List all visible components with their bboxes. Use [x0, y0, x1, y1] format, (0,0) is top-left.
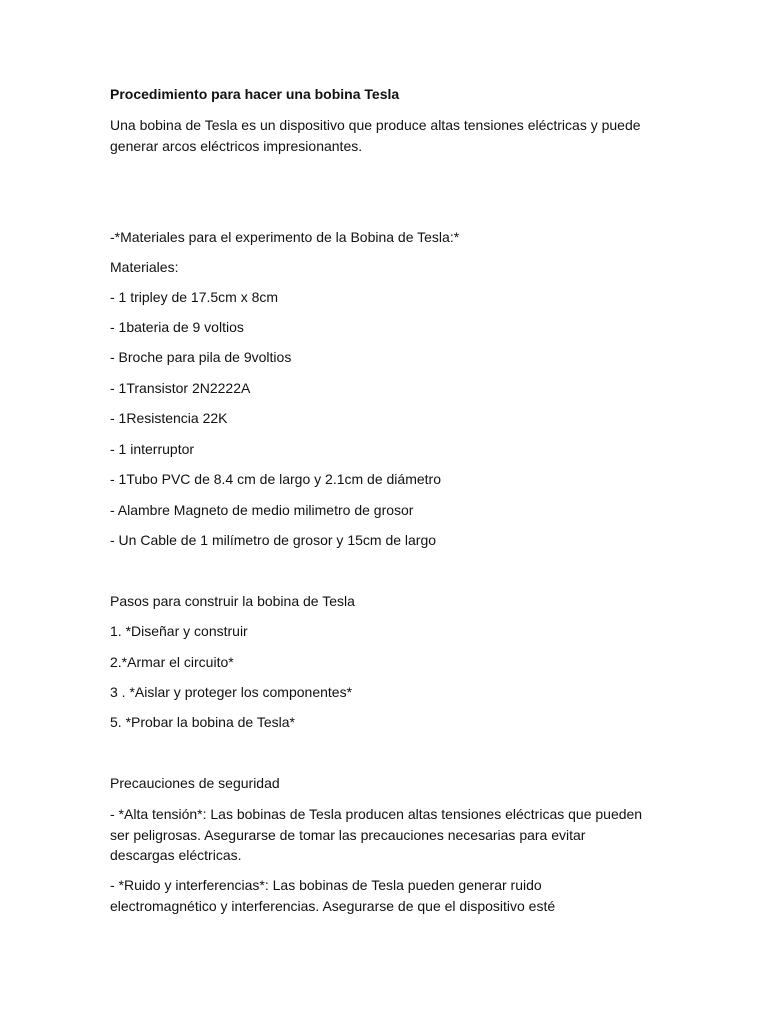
step-item: 1. *Diseñar y construir	[110, 623, 248, 639]
precaution-item: - *Alta tensión*: Las bobinas de Tesla producen altas tensiones eléctricas que pueden ser peligrosas. Asegurarse de tomar las precauciones necesarias para evitar descargas eléctricas.	[110, 806, 643, 863]
steps-heading: Pasos para construir la bobina de Tesla	[110, 593, 355, 609]
step-item: 2.*Armar el circuito*	[110, 654, 234, 670]
material-item: - Broche para pila de 9voltios	[110, 349, 292, 365]
material-item: - Alambre Magneto de medio milimetro de grosor	[110, 502, 414, 518]
document-title: Procedimiento para hacer una bobina Tesla	[110, 86, 400, 102]
precaution-item: - *Ruido y interferencias*: Las bobinas de Tesla pueden generar ruido electromagnético y interferencias. Asegurarse de que el dispositivo esté	[110, 877, 556, 914]
material-item: - 1Transistor 2N2222A	[110, 380, 251, 396]
material-item: - 1Tubo PVC de 8.4 cm de largo y 2.1cm de diámetro	[110, 471, 441, 487]
material-item: - 1Resistencia 22K	[110, 410, 228, 426]
materials-heading: -*Materiales para el experimento de la Bobina de Tesla:*	[110, 229, 460, 245]
step-item: 3 . *Aislar y proteger los componentes*	[110, 684, 353, 700]
intro-paragraph: Una bobina de Tesla es un dispositivo que produce altas tensiones eléctricas y puede generar arcos eléctricos impresionantes.	[110, 117, 641, 154]
material-item: - 1bateria de 9 voltios	[110, 319, 244, 335]
materials-label: Materiales:	[110, 259, 179, 275]
step-item: 5. *Probar la bobina de Tesla*	[110, 714, 295, 730]
material-item: - 1 tripley de 17.5cm x 8cm	[110, 289, 279, 305]
material-item: - Un Cable de 1 milímetro de grosor y 15cm de largo	[110, 532, 437, 548]
precautions-heading: Precauciones de seguridad	[110, 775, 280, 791]
material-item: - 1 interruptor	[110, 441, 195, 457]
